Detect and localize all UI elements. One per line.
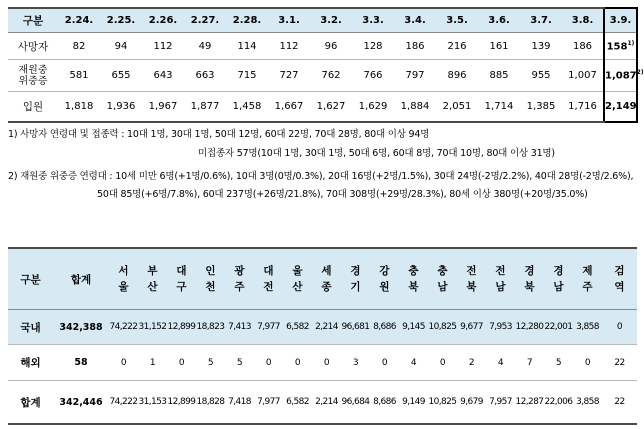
cell: 12,280 — [515, 310, 544, 345]
cell: 1,667 — [268, 92, 310, 123]
region-header: 대 전 — [254, 248, 283, 310]
table-row-deaths — [8, 33, 637, 60]
table-row-hospitalized — [8, 92, 637, 123]
cell-latest: 2,149 — [604, 92, 637, 123]
cell: 885 — [478, 60, 520, 92]
cell: 655 — [100, 60, 142, 92]
cell: 1,627 — [310, 92, 352, 123]
cell: 955 — [520, 60, 562, 92]
row-label: 해외 — [8, 345, 53, 381]
header-total: 합계 — [53, 248, 109, 310]
cell: 1,007 — [562, 60, 604, 92]
footnote-mark: 1) — [627, 39, 635, 47]
cell: 1,385 — [520, 92, 562, 123]
date-header-latest: 3.9. — [604, 8, 637, 33]
cell: 9,145 — [399, 310, 428, 345]
cell: 18,828 — [196, 381, 225, 425]
cell: 112 — [268, 33, 310, 60]
region-header: 울 산 — [283, 248, 312, 310]
cell: 0 — [283, 345, 312, 381]
cell: 12,287 — [515, 381, 544, 425]
cell: 762 — [310, 60, 352, 92]
cell-latest: 1,087$^{2)}$ — [604, 60, 637, 92]
cell: 4 — [486, 345, 515, 381]
region-header: 인 천 — [196, 248, 225, 310]
cell: 22 — [602, 345, 637, 381]
date-header: 3.3. — [352, 8, 394, 33]
cell: 22,001 — [544, 310, 573, 345]
regional-cases-table — [8, 247, 637, 425]
daily-status-table — [8, 7, 644, 123]
cell: 2,214 — [312, 310, 341, 345]
cell: 161 — [478, 33, 520, 60]
table-header-row — [8, 8, 637, 33]
cell: 216 — [436, 33, 478, 60]
region-header: 경 북 — [515, 248, 544, 310]
cell: 9,679 — [457, 381, 486, 425]
row-total: 58 — [53, 345, 109, 381]
cell: 139 — [520, 33, 562, 60]
header-label: 구분 — [8, 248, 53, 310]
region-header: 부 산 — [138, 248, 167, 310]
cell: 1,716 — [562, 92, 604, 123]
table-header-row — [8, 248, 637, 310]
cell: 1,877 — [184, 92, 226, 123]
cell: 7,957 — [486, 381, 515, 425]
cell: 186 — [562, 33, 604, 60]
cell: 0 — [370, 345, 399, 381]
region-header: 경 기 — [341, 248, 370, 310]
cell: 6,582 — [283, 381, 312, 425]
cell: 5 — [225, 345, 254, 381]
cell: 3,858 — [573, 381, 602, 425]
region-header: 서 울 — [109, 248, 138, 310]
cell: 7,977 — [254, 381, 283, 425]
cell: 10,825 — [428, 381, 457, 425]
header-label: 구분 — [8, 8, 58, 33]
region-header: 경 남 — [544, 248, 573, 310]
cell: 5 — [544, 345, 573, 381]
cell: 96,684 — [341, 381, 370, 425]
cell: 1,458 — [226, 92, 268, 123]
cell: 2 — [457, 345, 486, 381]
cell: 1,714 — [478, 92, 520, 123]
row-label: 국내 — [8, 310, 53, 345]
cell: 5 — [196, 345, 225, 381]
cell: 96,681 — [341, 310, 370, 345]
region-header: 제 주 — [573, 248, 602, 310]
region-header: 세 종 — [312, 248, 341, 310]
date-header: 2.27. — [184, 8, 226, 33]
region-header: 광 주 — [225, 248, 254, 310]
cell: 7,418 — [225, 381, 254, 425]
row-label: 사망자 — [8, 33, 58, 60]
cell: 22,006 — [544, 381, 573, 425]
date-header: 3.7. — [520, 8, 562, 33]
cell: 9,677 — [457, 310, 486, 345]
cell: 0 — [312, 345, 341, 381]
cell: 1,818 — [58, 92, 100, 123]
date-header: 3.5. — [436, 8, 478, 33]
cell: 0 — [573, 345, 602, 381]
cell: 766 — [352, 60, 394, 92]
cell: 7,953 — [486, 310, 515, 345]
date-header: 2.26. — [142, 8, 184, 33]
cell: 797 — [394, 60, 436, 92]
cell-latest: 158$^{1)}$ — [604, 33, 637, 60]
table-row-domestic — [8, 310, 637, 345]
cell: 10,825 — [428, 310, 457, 345]
cell: 31,152 — [138, 310, 167, 345]
cell: 3 — [341, 345, 370, 381]
region-header: 강 원 — [370, 248, 399, 310]
cell: 7,977 — [254, 310, 283, 345]
cell: 18,823 — [196, 310, 225, 345]
cell: 74,222 — [109, 310, 138, 345]
cell: 7 — [515, 345, 544, 381]
footnote-2: 2) 재원중 위중증 연령대 : 10세 미만 6명(+1명/0.6%), 10대 3명(0명/0.3%), 20대 16명(+2명/1.5%), 30대 24명(-2명/2.2%), 40대 28명(-2명/2.6%), — [8, 171, 634, 182]
cell: 112 — [142, 33, 184, 60]
cell: 9,149 — [399, 381, 428, 425]
cell: 49 — [184, 33, 226, 60]
table-row-overseas — [8, 345, 637, 381]
cell: 186 — [394, 33, 436, 60]
date-header: 3.6. — [478, 8, 520, 33]
date-header: 2.28. — [226, 8, 268, 33]
region-header: 전 남 — [486, 248, 515, 310]
cell: 6,582 — [283, 310, 312, 345]
row-total: 342,446 — [53, 381, 109, 425]
row-total: 342,388 — [53, 310, 109, 345]
cell: 7,413 — [225, 310, 254, 345]
date-header: 3.1. — [268, 8, 310, 33]
cell: 727 — [268, 60, 310, 92]
table-row-total — [8, 381, 637, 425]
date-header: 3.4. — [394, 8, 436, 33]
footnote-mark: 2) — [636, 69, 644, 77]
cell: 3,858 — [573, 310, 602, 345]
cell: 128 — [352, 33, 394, 60]
cell: 1,967 — [142, 92, 184, 123]
footnote-2-continued: 50대 85명(+6명/7.8%), 60대 237명(+26명/21.8%), 70대 308명(+29명/28.3%), 80세 이상 380명(+20명/35.0%) — [97, 189, 588, 200]
footnote-1: 1) 사망자 연령대 및 접종력 : 10대 1명, 30대 1명, 50대 12명, 60대 22명, 70대 28명, 80대 이상 94명 — [8, 129, 430, 140]
region-header: 충 남 — [428, 248, 457, 310]
region-header: 검 역 — [602, 248, 637, 310]
date-header: 2.25. — [100, 8, 142, 33]
cell: 74,222 — [109, 381, 138, 425]
date-header: 2.24. — [58, 8, 100, 33]
cell: 0 — [167, 345, 196, 381]
cell: 0 — [602, 310, 637, 345]
region-header: 전 북 — [457, 248, 486, 310]
cell: 663 — [184, 60, 226, 92]
cell: 896 — [436, 60, 478, 92]
cell: 0 — [428, 345, 457, 381]
row-label: 재원중 위중증 — [8, 60, 58, 92]
cell: 4 — [399, 345, 428, 381]
cell: 94 — [100, 33, 142, 60]
cell: 1,884 — [394, 92, 436, 123]
cell: 0 — [254, 345, 283, 381]
cell: 22 — [602, 381, 637, 425]
date-header: 3.2. — [310, 8, 352, 33]
cell: 1,629 — [352, 92, 394, 123]
cell: 12,899 — [167, 310, 196, 345]
region-header: 충 북 — [399, 248, 428, 310]
cell: 581 — [58, 60, 100, 92]
cell: 114 — [226, 33, 268, 60]
cell: 715 — [226, 60, 268, 92]
cell: 0 — [109, 345, 138, 381]
cell: 82 — [58, 33, 100, 60]
table-row-critical — [8, 60, 637, 92]
cell: 2,051 — [436, 92, 478, 123]
date-header: 3.8. — [562, 8, 604, 33]
cell: 12,899 — [167, 381, 196, 425]
row-label: 합계 — [8, 381, 53, 425]
region-header: 대 구 — [167, 248, 196, 310]
cell: 8,686 — [370, 381, 399, 425]
cell: 8,686 — [370, 310, 399, 345]
footnote-1-continued: 미접종자 57명(10대 1명, 30대 1명, 50대 6명, 60대 8명, 70대 10명, 80대 이상 31명) — [198, 148, 555, 159]
cell: 2,214 — [312, 381, 341, 425]
cell: 1 — [138, 345, 167, 381]
cell: 96 — [310, 33, 352, 60]
cell: 643 — [142, 60, 184, 92]
cell: 1,936 — [100, 92, 142, 123]
cell: 31,153 — [138, 381, 167, 425]
row-label: 입원 — [8, 92, 58, 123]
